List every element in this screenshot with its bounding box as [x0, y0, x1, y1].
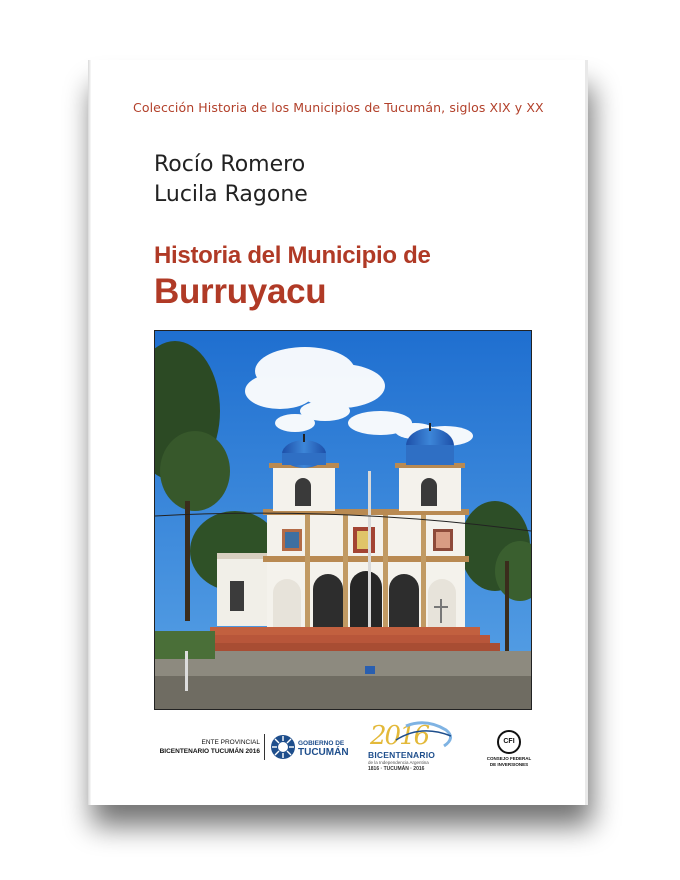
spine-edge [88, 60, 91, 805]
gobierno-line1: GOBIERNO DE [298, 740, 345, 747]
bicentenario-subtitle: de la Independencia Argentina [368, 760, 429, 765]
gobierno-tucuman-logo [270, 734, 360, 764]
ente-bicentenario-logo [152, 738, 260, 756]
cfi-mark: CFI [497, 730, 521, 754]
sun-icon [270, 734, 296, 760]
book-title-line1: Historia del Municipio de [154, 242, 431, 269]
author-name: Rocío Romero [154, 152, 306, 177]
ente-line1: ENTE PROVINCIAL [201, 739, 260, 746]
cfi-logo [486, 730, 532, 774]
bicentenario-dates: 1816 · TUCUMÁN · 2016 [368, 766, 425, 772]
bicentenario-2016-mark [366, 720, 466, 750]
gobierno-line2: TUCUMÁN [298, 747, 349, 758]
logo-divider [264, 734, 265, 760]
bicentenario-title: BICENTENARIO [368, 750, 436, 760]
church-steps [190, 627, 500, 651]
sponsor-logos [152, 720, 532, 780]
cfi-line2: DE INVERSIONES [489, 761, 529, 767]
series-title: Colección Historia de los Municipios de Tucumán, siglos XIX y XX [133, 100, 544, 115]
bicentenario-mark-text: 2016 [370, 721, 429, 750]
cover-photo [154, 330, 532, 710]
cfi-line1: CONSEJO FEDERAL [486, 756, 532, 761]
book-title-line2: Burruyacu [154, 272, 327, 311]
author-name: Lucila Ragone [154, 182, 308, 207]
book-cover [88, 60, 588, 805]
church-photo-illustration [155, 331, 531, 709]
bicentenario-logo [366, 720, 466, 780]
ente-line2: BICENTENARIO TUCUMÁN 2016 [159, 748, 260, 755]
